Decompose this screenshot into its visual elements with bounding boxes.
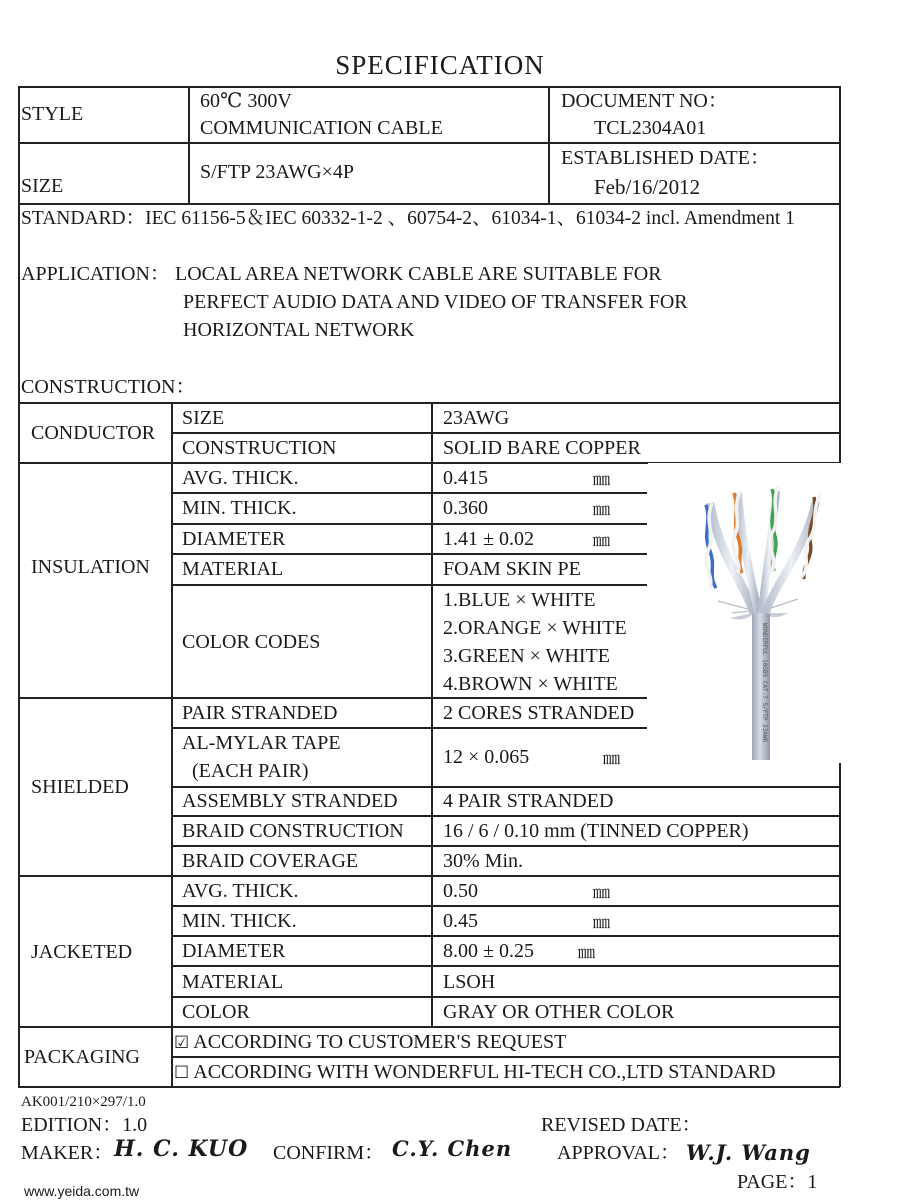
insulation-label: INSULATION: [31, 556, 150, 578]
approval-signature: W.J. Wang: [686, 1140, 811, 1165]
conductor-construction-value: SOLID BARE COPPER: [443, 437, 641, 459]
insulation-material-label: MATERIAL: [182, 558, 284, 580]
confirm-signature: C.Y. Chen: [392, 1136, 513, 1161]
insulation-min-unit: ㎜: [593, 500, 610, 519]
standard-text: STANDARD：IEC 61156-5＆IEC 60332-1-2 、60754-2、61034-1、61034-2 incl. Amendment 1: [21, 208, 795, 229]
size-value: S/FTP 23AWG×4P: [200, 161, 354, 183]
cable-photo: [648, 463, 900, 763]
assembly-stranded-value: 4 PAIR STRANDED: [443, 790, 614, 812]
packaging-option-label: ACCORDING TO CUSTOMER'S REQUEST: [193, 1031, 567, 1053]
page-number: PAGE：1: [737, 1171, 818, 1193]
checked-checkbox-icon[interactable]: ☑: [174, 1033, 190, 1053]
packaging-option-standard[interactable]: [174, 1060, 776, 1085]
maker-label: MAKER：: [21, 1142, 114, 1164]
conductor-size-value: 23AWG: [443, 407, 510, 429]
unchecked-checkbox-icon[interactable]: ☐: [174, 1063, 190, 1083]
mylar-tape-label: AL-MYLAR TAPE: [182, 732, 341, 754]
jacket-material-value: LSOH: [443, 971, 496, 993]
braid-coverage-label: BRAID COVERAGE: [182, 850, 359, 872]
packaging-option-customer[interactable]: [174, 1030, 566, 1055]
assembly-stranded-label: ASSEMBLY STRANDED: [182, 790, 398, 812]
jacket-min-label: MIN. THICK.: [182, 910, 297, 932]
page-title: SPECIFICATION: [335, 50, 545, 80]
established-value: Feb/16/2012: [594, 175, 701, 199]
conductor-construction-label: CONSTRUCTION: [182, 437, 337, 459]
jacket-color-label: COLOR: [182, 1001, 250, 1023]
approval-label: APPROVAL：: [557, 1142, 680, 1164]
insulation-material-value: FOAM SKIN PE: [443, 558, 581, 580]
braid-construction-label: BRAID CONSTRUCTION: [182, 820, 404, 842]
color-code-item: 3.GREEN × WHITE: [443, 645, 610, 667]
cable-jacket-print: WONDERFUL 10GBS CAT.7 S/FTP 23AWG: [761, 623, 768, 743]
confirm-label: CONFIRM：: [273, 1142, 385, 1164]
insulation-diameter-value: 1.41 ± 0.02: [443, 528, 534, 550]
doc-no-value: TCL2304A01: [594, 117, 707, 139]
jacket-diameter-unit: ㎜: [578, 943, 595, 962]
maker-signature: H. C. KUO: [114, 1136, 249, 1162]
insulation-diameter-unit: ㎜: [593, 531, 610, 550]
jacket-color-value: GRAY OR OTHER COLOR: [443, 1001, 675, 1023]
insulation-avg-label: AVG. THICK.: [182, 467, 299, 489]
pair-stranded-value: 2 CORES STRANDED: [443, 702, 635, 724]
jacket-avg-label: AVG. THICK.: [182, 880, 299, 902]
edition: EDITION：1.0: [21, 1114, 148, 1136]
application-line3: HORIZONTAL NETWORK: [183, 319, 415, 341]
braid-coverage-value: 30% Min.: [443, 850, 523, 872]
color-code-item: 1.BLUE × WHITE: [443, 589, 596, 611]
packaging-option-label: ACCORDING WITH WONDERFUL HI-TECH CO.,LTD STANDARD: [193, 1061, 776, 1083]
insulation-min-value: 0.360: [443, 497, 488, 519]
application-label: APPLICATION：: [21, 263, 170, 285]
packaging-label: PACKAGING: [24, 1046, 140, 1068]
conductor-label: CONDUCTOR: [31, 422, 156, 444]
mylar-tape-unit: ㎜: [603, 749, 620, 768]
style-label: STYLE: [21, 103, 84, 125]
established-label: ESTABLISHED DATE：: [561, 147, 770, 169]
pair-stranded-label: PAIR STRANDED: [182, 702, 338, 724]
braid-construction-value: 16 / 6 / 0.10 mm (TINNED COPPER): [443, 820, 749, 842]
jacket-diameter-label: DIAMETER: [182, 940, 286, 962]
jacketed-label: JACKETED: [31, 941, 133, 963]
insulation-avg-value: 0.415: [443, 467, 488, 489]
jacket-min-value: 0.45: [443, 910, 478, 932]
jacket-avg-unit: ㎜: [593, 883, 610, 902]
shielded-label: SHIELDED: [31, 776, 129, 798]
style-line2: COMMUNICATION CABLE: [200, 117, 443, 139]
insulation-min-label: MIN. THICK.: [182, 497, 297, 519]
size-label: SIZE: [21, 175, 64, 197]
style-line1: 60℃ 300V: [200, 90, 292, 112]
form-code: AK001/210×297/1.0: [21, 1094, 146, 1110]
color-codes-label: COLOR CODES: [182, 631, 321, 653]
website-link[interactable]: www.yeida.com.tw: [24, 1183, 140, 1199]
insulation-diameter-label: DIAMETER: [182, 528, 286, 550]
application-line1: LOCAL AREA NETWORK CABLE ARE SUITABLE FOR: [175, 263, 662, 285]
application-line2: PERFECT AUDIO DATA AND VIDEO OF TRANSFER FOR: [183, 291, 688, 313]
jacket-diameter-value: 8.00 ± 0.25: [443, 940, 534, 962]
color-code-item: 2.ORANGE × WHITE: [443, 617, 627, 639]
mylar-tape-sublabel: (EACH PAIR): [192, 760, 309, 782]
conductor-size-label: SIZE: [182, 407, 225, 429]
color-code-item: 4.BROWN × WHITE: [443, 673, 618, 695]
jacket-min-unit: ㎜: [593, 913, 610, 932]
jacket-avg-value: 0.50: [443, 880, 478, 902]
mylar-tape-value: 12 × 0.065: [443, 746, 530, 768]
insulation-avg-unit: ㎜: [593, 470, 610, 489]
doc-no-label: DOCUMENT NO：: [561, 90, 728, 112]
jacket-material-label: MATERIAL: [182, 971, 284, 993]
construction-label: CONSTRUCTION：: [21, 376, 196, 398]
revised-date-label: REVISED DATE：: [541, 1114, 702, 1136]
